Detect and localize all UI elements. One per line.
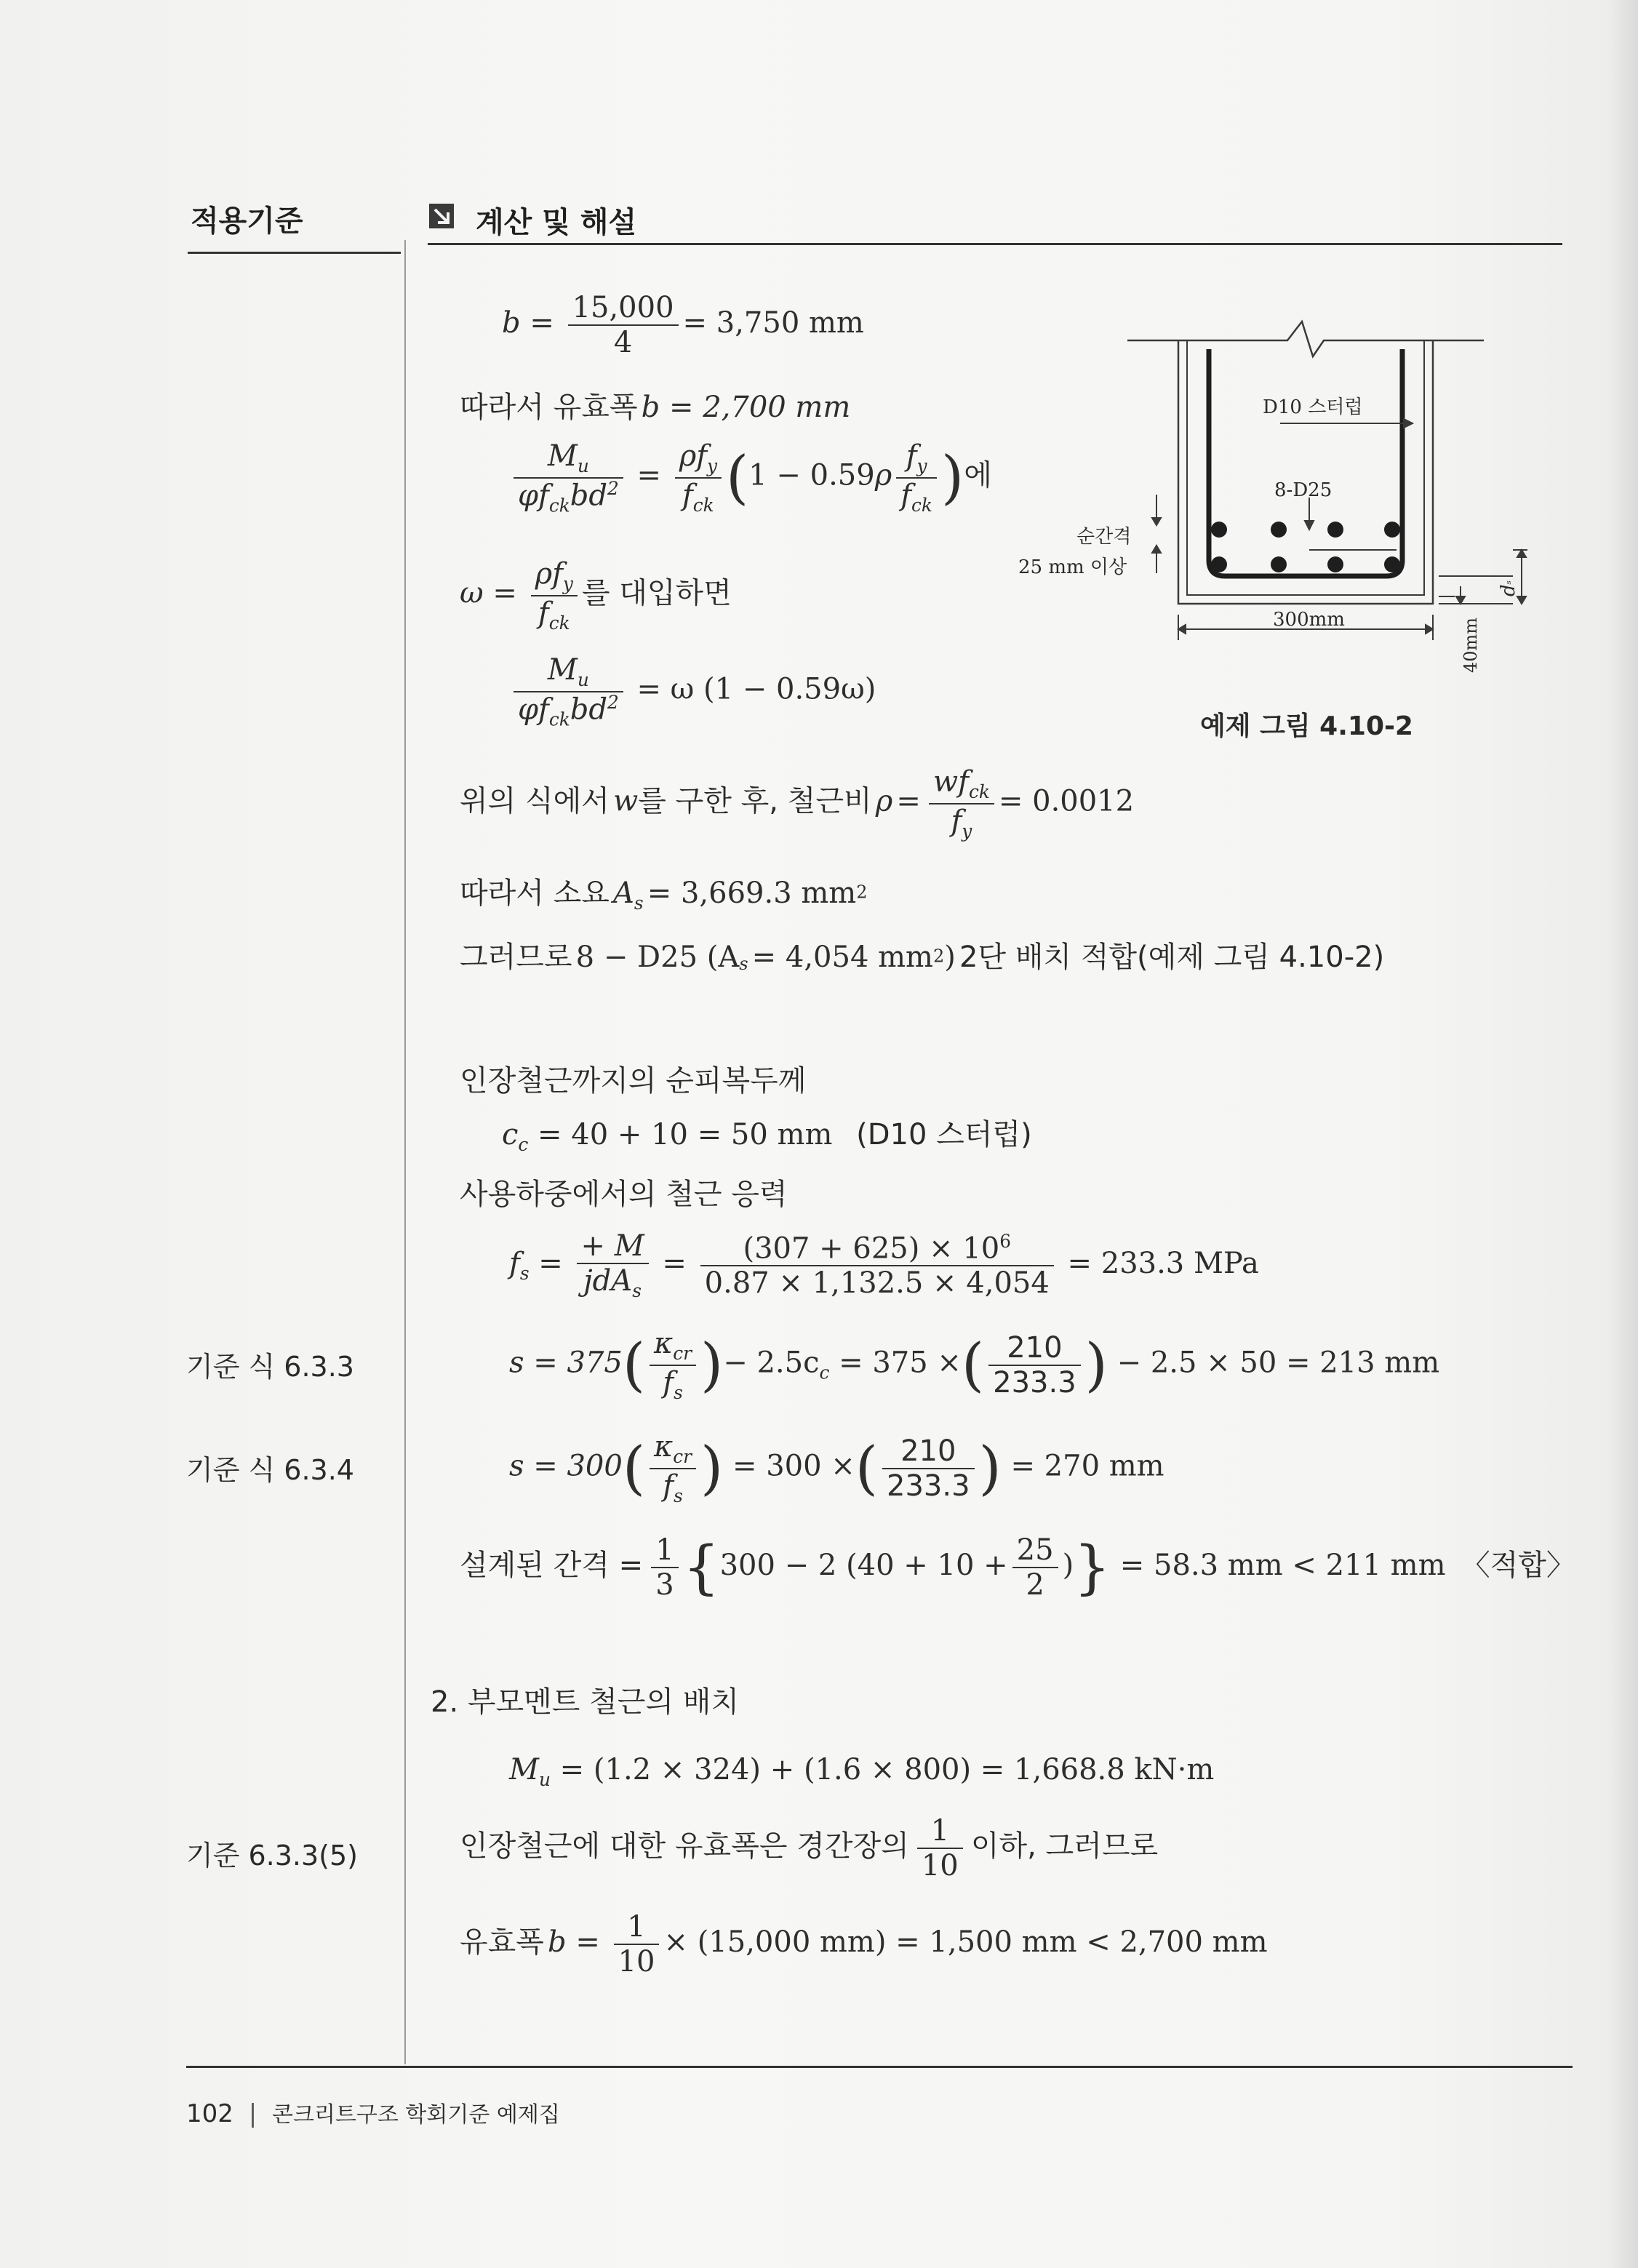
width-label: 300mm xyxy=(1273,609,1345,631)
eq-designed-spacing: 설계된 간격 = $\frac{1}{3}$ {300 − 2 (40 + 10 + $\frac{25}{2}$ )} = 58.3 mm < 211 mm 〈적합〉 xyxy=(460,1533,1575,1602)
stirrup-shape xyxy=(1209,349,1402,576)
stress-title: 사용하중에서의 철근 응력 xyxy=(460,1178,788,1211)
book-title: 콘크리트구조 학회기준 예제집 xyxy=(272,2102,560,2128)
cover-label: 40mm xyxy=(1461,617,1481,673)
stirrup-label: D10 스터럽 xyxy=(1263,396,1363,418)
beam-section-figure xyxy=(1004,306,1557,684)
eq-rho: 위의 식에서 w를 구한 후, 철근비 ρ = $\frac{wf_{ck}}{f_y}$ = 0.0012 xyxy=(460,765,1135,842)
eq-s-6-3-3: s = 375( $\frac{\kappa_{cr}}{f_s}$ )− $2.5c_c = 375$ ×( $\frac{210}{233.3}$ ) − 2.5 × 50 = 213 mm xyxy=(509,1327,1440,1403)
eq-fs: $f_s$ = $\frac{+ M}{jdA_s}$ = $\frac{(307 + 625) \times 10^6}{0.87 \times 1,132.5 \times 4,054}$ = 233.3 MPa xyxy=(509,1229,1259,1301)
footer: 102 | 콘크리트구조 학회기준 예제집 xyxy=(186,2099,560,2128)
eq-mu-omega: $\frac{M_u}{\varphi f_{ck}bd^2}$ = ω (1 − 0.59ω) xyxy=(509,653,876,730)
side-label-std-6-3-3-5: 기준 6.3.3(5) xyxy=(186,1840,359,1872)
side-label-eq-6-3-4: 기준 식 6.3.4 xyxy=(186,1454,354,1486)
as-required-line: 따라서 소요 $A_s = 3,669.3$ $mm^2$ xyxy=(460,877,868,914)
section-marker-icon xyxy=(429,204,454,228)
section-2-title: 2. 부모멘트 철근의 배치 xyxy=(431,1685,740,1719)
eq-b-quarter-span: b = $\frac{15,000}{4}$ = 3,750 mm xyxy=(502,291,864,359)
figure-caption: 예제 그림 4.10-2 xyxy=(1200,711,1413,741)
cover-title: 인장철근까지의 순피복두께 xyxy=(460,1064,807,1098)
final-width-line: 유효폭 b = $\frac{1}{10}$ × (15,000 mm) = 1,500 mm < 2,700 mm xyxy=(460,1910,1268,1978)
right-header-rule xyxy=(428,243,1562,245)
clear-spacing-label-2: 25 mm 이상 xyxy=(1018,556,1127,578)
effective-depth-label: dˢ xyxy=(1498,580,1519,596)
page-number: 102 xyxy=(186,2099,233,2128)
right-column-title: 계산 및 해설 xyxy=(476,206,637,239)
arrangement-line: 그러므로 8 − D25 ($A_s = 4,054$ $mm^2$) 2단 배치 적합(예제 그림 4.10-2) xyxy=(460,941,1385,975)
left-column-title: 적용기준 xyxy=(191,204,303,238)
eq-cover: $c_c = 40 + 10 = 50$ mm (D10 스터럽) xyxy=(502,1118,1032,1155)
flange-width-line: 인장철근에 대한 유효폭은 경간장의 $\frac{1}{10}$ 이하, 그러므로 xyxy=(460,1814,1159,1882)
eq-omega-def: ω = $\frac{\rho f_y}{f_{ck}}$ 를 대입하면 xyxy=(460,557,732,634)
eff-width-line: 따라서 유효폭 b = 2,700 mm xyxy=(460,391,851,424)
clear-spacing-label-1: 순간격 xyxy=(1076,526,1132,548)
eq-mu-negative: $M_u = (1.2 \times 324) + (1.6 \times 800) = 1,668.8$ kN·m xyxy=(509,1753,1215,1790)
footer-rule xyxy=(186,2066,1573,2068)
eq-mu-ratio: $\frac{M_u}{\varphi f_{ck}bd^2}$ = $\frac{\rho f_y}{f_{ck}}$ (1 − 0.59ρ $\frac{f_y}{f_{ck}}$ )에 xyxy=(509,439,992,516)
bars-label: 8-D25 xyxy=(1274,479,1333,501)
side-label-eq-6-3-3: 기준 식 6.3.3 xyxy=(186,1351,354,1383)
page-edge-shadow xyxy=(1609,0,1638,2268)
column-divider xyxy=(404,240,406,2064)
left-header-rule xyxy=(188,252,401,254)
rebar-dots xyxy=(1211,522,1400,572)
eq-s-6-3-4: s = 300( $\frac{\kappa_{cr}}{f_s}$ ) = 300 ×( $\frac{210}{233.3}$ ) = 270 mm xyxy=(509,1430,1164,1506)
